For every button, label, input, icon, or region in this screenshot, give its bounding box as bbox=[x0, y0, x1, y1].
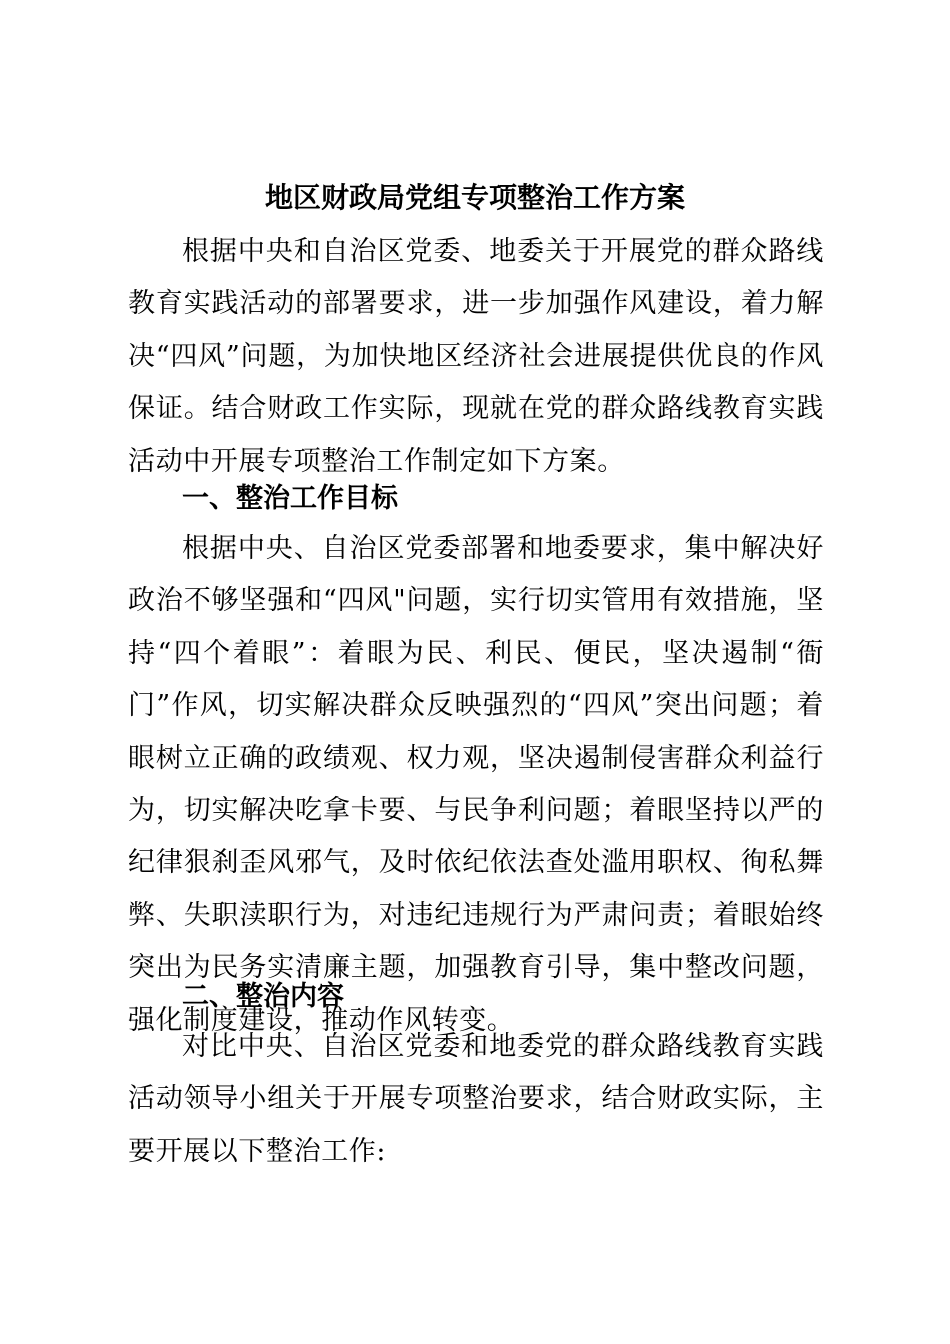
section-heading-content: 二、整治内容 bbox=[182, 981, 344, 1012]
section-heading-goals: 一、整治工作目标 bbox=[182, 483, 398, 514]
section-paragraph-goals: 根据中央、自治区党委部署和地委要求，集中解决好政治不够坚强和“四风"问题，实行切实管用有效措施，坚持“四个着眼”：着眼为民、利民、便民，坚决遏制“衙门”作风，切实解决群众反映强烈的“四风”突出问题；着眼树立正确的政绩观、权力观，坚决遏制侵害群众利益行为，切实解决吃拿卡要、与民争利问题；着眼坚持以严的纪律狠刹歪风邪气，及时依纪依法查处滥用职权、徇私舞弊、失职渎职行为，对违纪违规行为严肃问责；着眼始终突出为民务实清廉主题，加强教育引导，集中整改问题，强化制度建设，推动作风转变。 bbox=[128, 533, 824, 1036]
section-paragraph-content: 对比中央、自治区党委和地委党的群众路线教育实践活动领导小组关于开展专项整治要求，结合财政实际，主要开展以下整治工作: bbox=[128, 1031, 824, 1167]
intro-paragraph: 根据中央和自治区党委、地委关于开展党的群众路线教育实践活动的部署要求，进一步加强作风建设，着力解决“四风”问题，为加快地区经济社会进展提供优良的作风保证。结合财政工作实际，现就在党的群众路线教育实践活动中开展专项整治工作制定如下方案。 bbox=[128, 236, 824, 477]
document-title: 地区财政局党组专项整治工作方案 bbox=[264, 181, 685, 214]
